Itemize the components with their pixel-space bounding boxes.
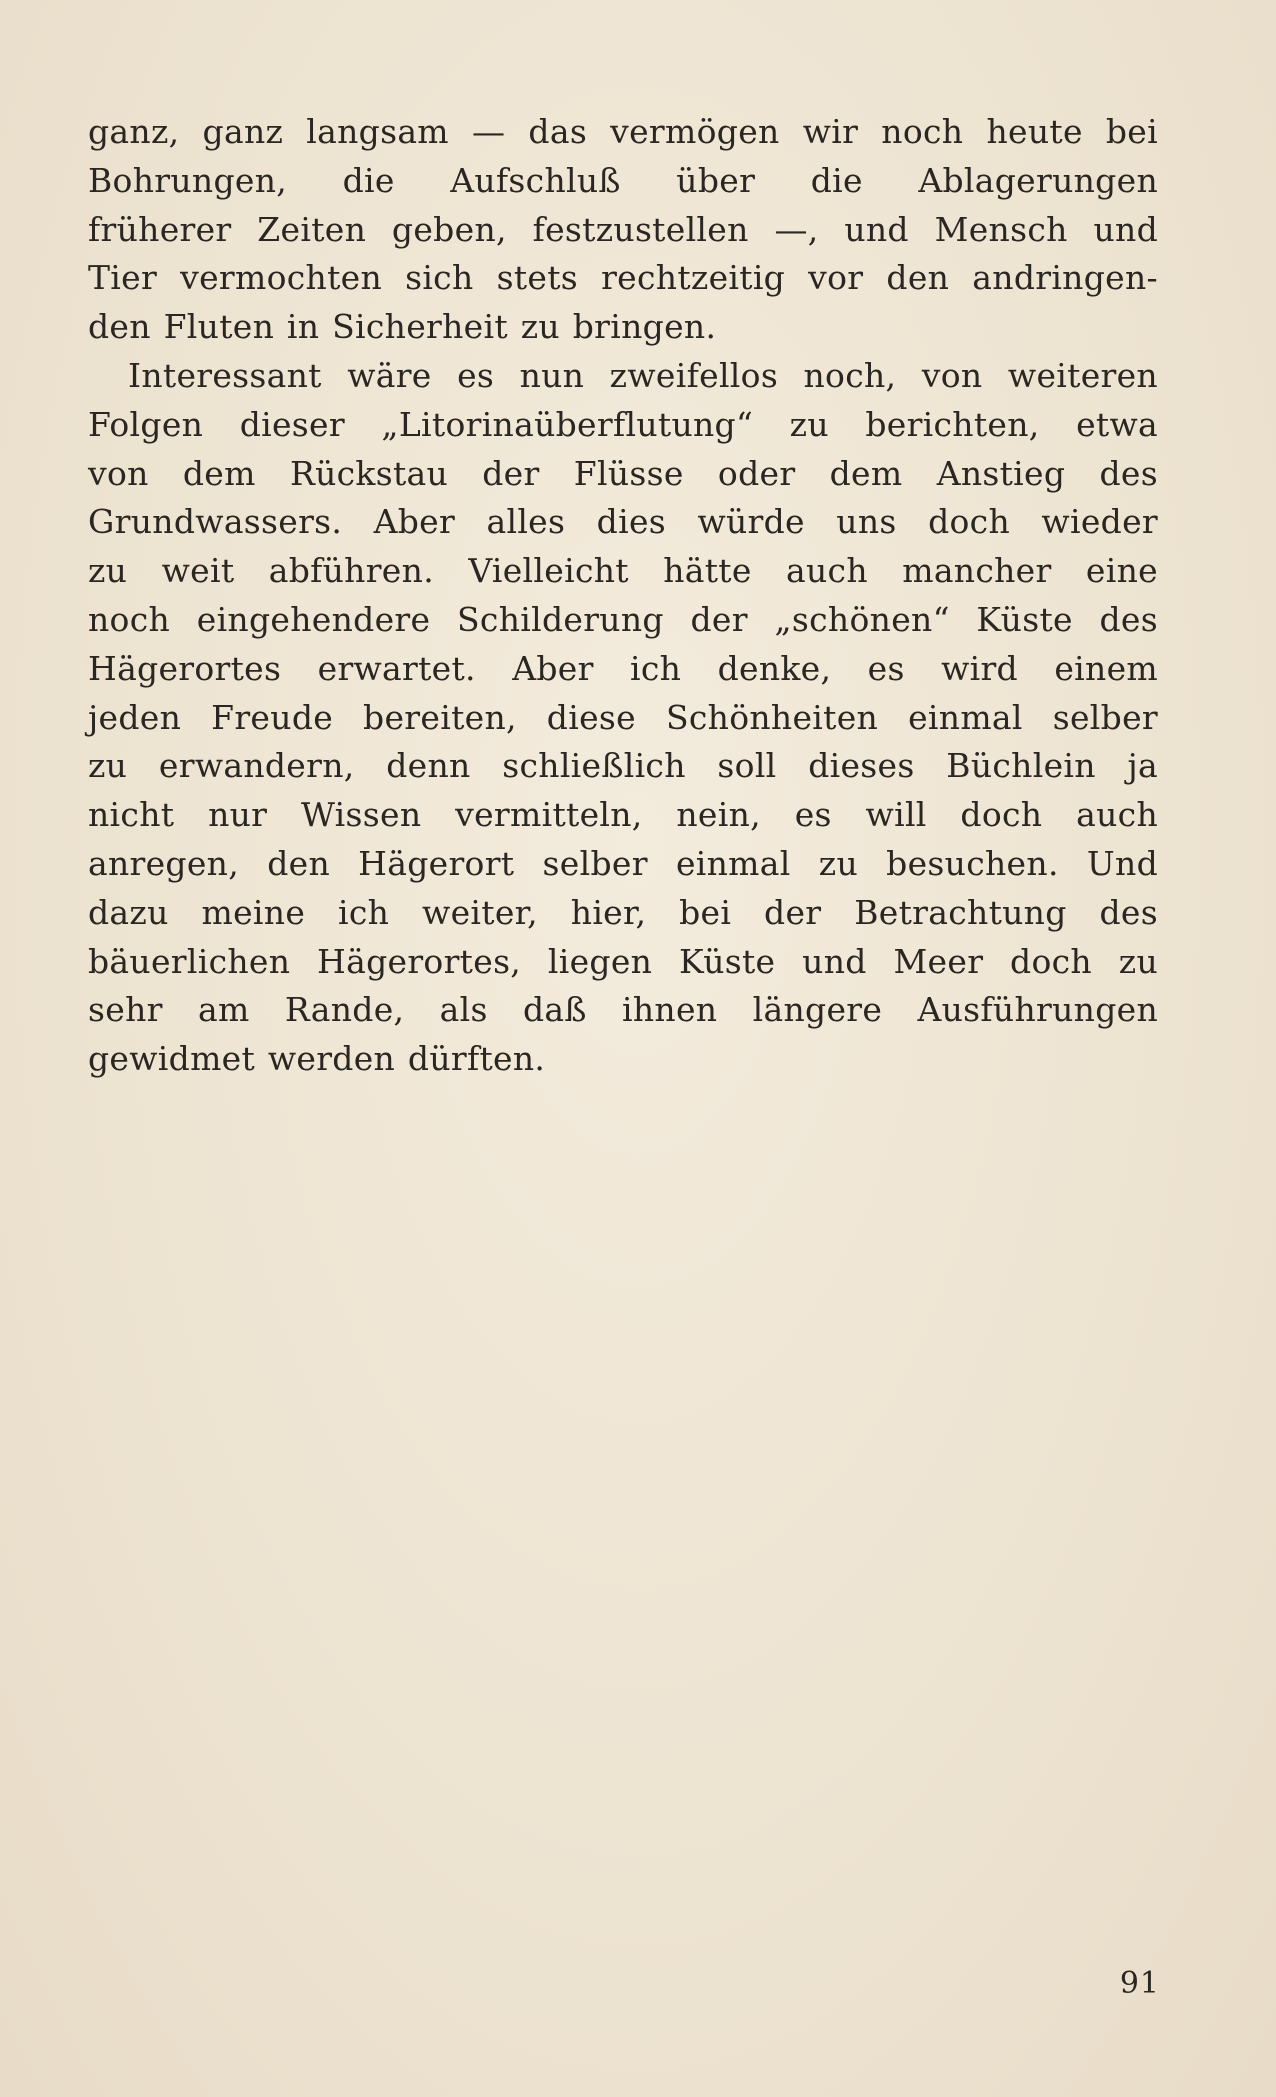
text-line: nicht nur Wissen vermitteln, nein, es will doch auch <box>88 795 1158 835</box>
text-line: von dem Rückstau der Flüsse oder dem Anstieg des <box>88 453 1158 493</box>
text-line: zu erwandern, denn schließlich soll dieses Büchlein ja <box>88 746 1158 786</box>
body-text <box>88 108 1158 1084</box>
paragraph-1 <box>88 108 1158 352</box>
text-line: zu weit abführen. Vielleicht hätte auch mancher eine <box>88 551 1158 591</box>
text-line: Tier vermochten sich stets rechtzeitig vor den andringen- <box>88 258 1158 298</box>
text-line: Folgen dieser „Litorinaüberflutung“ zu berichten, etwa <box>88 404 1158 444</box>
text-line: bäuerlichen Hägerortes, liegen Küste und Meer doch zu <box>88 941 1158 981</box>
text-line: Grundwassers. Aber alles dies würde uns doch wieder <box>88 502 1158 542</box>
text-line: jeden Freude bereiten, diese Schönheiten einmal selber <box>88 697 1158 737</box>
text-line: Bohrungen, die Aufschluß über die Ablagerungen <box>88 160 1158 200</box>
text-line: gewidmet werden dürften. <box>88 1039 546 1079</box>
text-line: früherer Zeiten geben, festzustellen —, und Mensch und <box>88 209 1158 249</box>
text-line: dazu meine ich weiter, hier, bei der Betrachtung des <box>88 892 1158 932</box>
text-line: den Fluten in Sicherheit zu bringen. <box>88 307 717 347</box>
paragraph-2 <box>88 352 1158 1084</box>
text-line: anregen, den Hägerort selber einmal zu besuchen. Und <box>88 843 1158 883</box>
text-line: ganz, ganz langsam — das vermögen wir noch heute bei <box>88 112 1158 151</box>
text-line: Hägerortes erwartet. Aber ich denke, es wird einem <box>88 648 1158 688</box>
text-line: Interessant wäre es nun zweifellos noch, von weiteren <box>128 355 1158 395</box>
page-number: 91 <box>1119 1966 1160 2001</box>
text-line: sehr am Rande, als daß ihnen längere Ausführungen <box>88 990 1158 1030</box>
text-line: noch eingehendere Schilderung der „schönen“ Küste des <box>88 599 1158 639</box>
